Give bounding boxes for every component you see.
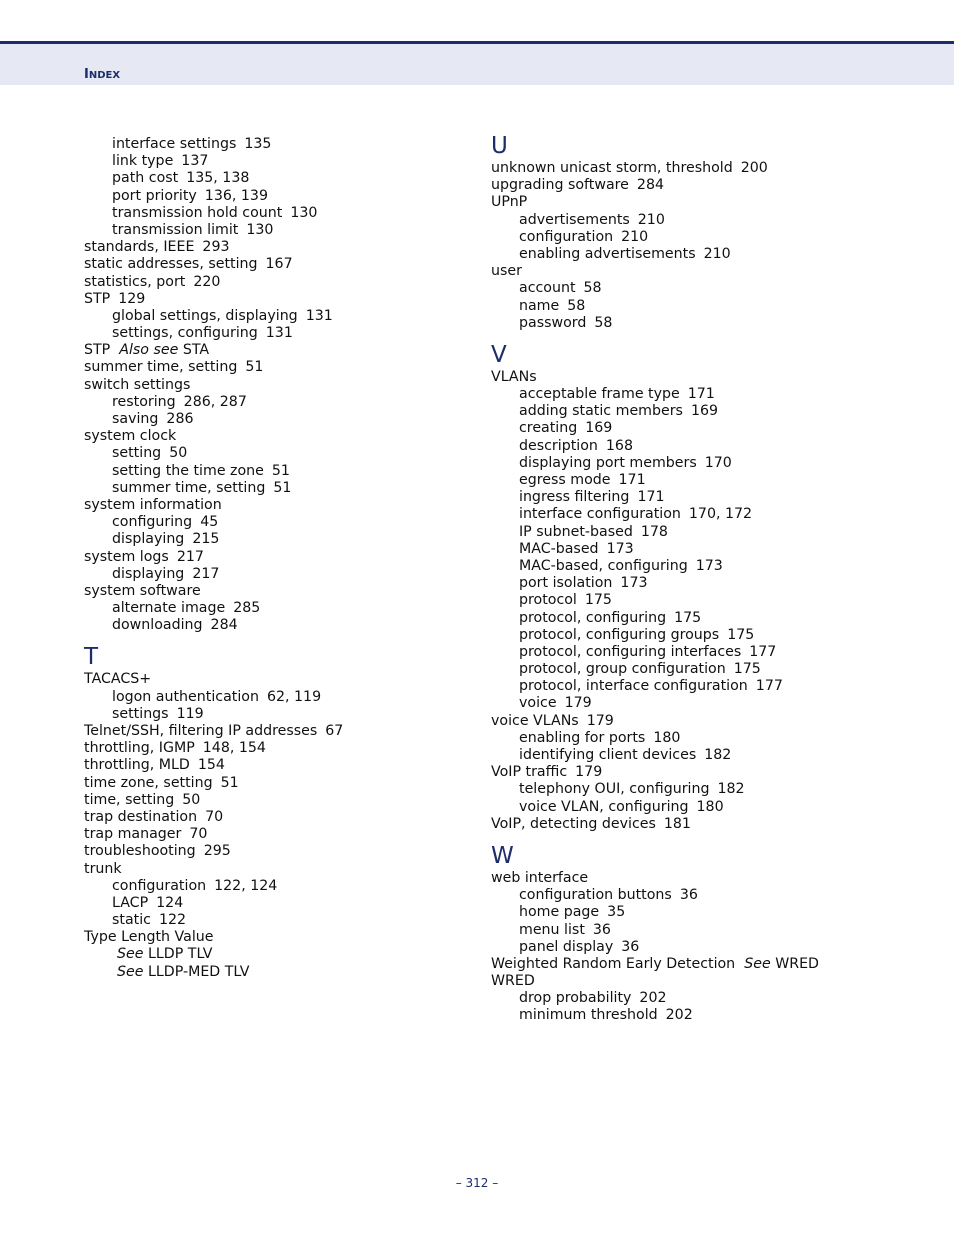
- page-reference: 210: [703, 245, 731, 262]
- index-term: LACP: [112, 894, 149, 911]
- see-also-target: LLDP TLV: [147, 946, 213, 963]
- index-term: setting: [112, 445, 162, 462]
- index-section-letter: T: [84, 644, 99, 671]
- page-reference: 122: [158, 912, 187, 929]
- page-reference: 51: [273, 479, 292, 496]
- index-subentry: [84, 514, 474, 531]
- page-reference: 217: [176, 548, 204, 565]
- page-reference: 286, 287: [183, 393, 247, 410]
- index-term: VoIP traffic: [491, 764, 568, 781]
- page-reference: 286: [166, 411, 194, 427]
- index-term: protocol, group configuration: [519, 661, 726, 678]
- index-entry: [84, 861, 474, 878]
- index-term: settings, configuring: [112, 325, 258, 342]
- index-term: path cost: [112, 170, 179, 187]
- index-term: restoring: [112, 393, 176, 410]
- index-subentry: [491, 403, 931, 420]
- index-term: acceptable frame type: [519, 386, 680, 403]
- page-reference: 51: [220, 774, 239, 791]
- index-term: voice VLANs: [491, 712, 579, 729]
- index-term: statistics, port: [84, 273, 186, 290]
- index-entry: [84, 359, 474, 376]
- index-term: protocol, configuring: [519, 609, 667, 626]
- page-reference: 210: [637, 211, 665, 228]
- index-subentry: [84, 912, 474, 929]
- index-subentry: [84, 600, 474, 617]
- index-entry: [491, 956, 931, 973]
- page-reference: 217: [192, 565, 220, 582]
- page-reference: 284: [210, 617, 238, 634]
- index-term: MAC-based, configuring: [519, 557, 688, 574]
- index-term: configuration: [519, 228, 614, 245]
- index-subentry: [84, 136, 474, 153]
- index-term: trap destination: [84, 808, 198, 825]
- index-term: password: [519, 314, 587, 331]
- index-term: Weighted Random Early Detection: [491, 955, 736, 972]
- index-term: transmission limit: [112, 221, 239, 238]
- index-subentry: [491, 887, 931, 904]
- page-reference: 210: [621, 228, 649, 245]
- page-reference: 175: [584, 592, 612, 609]
- index-term: displaying: [112, 531, 185, 548]
- page-reference: 122, 124: [214, 877, 278, 894]
- index-entry: [84, 377, 474, 394]
- index-subentry: [491, 558, 931, 575]
- index-subentry: [84, 895, 474, 912]
- index-subentry: [491, 661, 931, 678]
- page-reference: 36: [592, 921, 611, 938]
- index-term: setting the time zone: [112, 462, 264, 479]
- page-reference: 119: [176, 705, 204, 722]
- index-subentry: [491, 781, 931, 798]
- index-entry: [491, 160, 931, 177]
- page-reference: 168: [605, 437, 633, 454]
- index-term: summer time, setting: [84, 359, 238, 376]
- index-subentry: [84, 308, 474, 325]
- index-term: VLANs: [491, 368, 537, 385]
- index-subentry: [491, 212, 931, 229]
- page-reference: 179: [564, 695, 592, 712]
- index-term: enabling advertisements: [519, 245, 696, 262]
- page-reference: 154: [197, 757, 225, 774]
- page-reference: 285: [233, 600, 261, 617]
- index-subentry: [491, 627, 931, 644]
- page-reference: 58: [567, 297, 586, 314]
- index-subentry: [84, 617, 474, 634]
- index-term: protocol: [519, 592, 577, 609]
- page-reference: 131: [265, 325, 293, 342]
- index-term: configuring: [112, 514, 193, 531]
- index-term: switch settings: [84, 376, 191, 393]
- index-term: interface configuration: [519, 506, 681, 523]
- index-subentry: [491, 610, 931, 627]
- index-term: TACACS+: [84, 671, 152, 688]
- index-term: user: [491, 263, 522, 280]
- index-subentry: [84, 205, 474, 222]
- index-subentry: [84, 153, 474, 170]
- index-term: account: [519, 280, 576, 297]
- see-also-label: See: [117, 963, 144, 980]
- index-subentry: [84, 445, 474, 462]
- page-reference: 58: [583, 280, 602, 297]
- page-reference: 200: [740, 160, 768, 176]
- page-reference: 148, 154: [202, 740, 266, 757]
- index-entry: [491, 194, 931, 211]
- index-subentry: [491, 229, 931, 246]
- index-term: Telnet/SSH, filtering IP addresses: [84, 723, 318, 739]
- page-reference: 167: [265, 256, 293, 273]
- index-term: name: [519, 297, 560, 314]
- index-entry: [84, 549, 474, 566]
- index-term: throttling, MLD: [84, 757, 190, 774]
- see-also-label: See: [117, 946, 144, 963]
- index-term: port priority: [112, 187, 197, 204]
- page-reference: 179: [575, 764, 603, 781]
- page-reference: 181: [663, 815, 691, 832]
- page-reference: 177: [755, 678, 783, 695]
- page-reference: 170: [704, 454, 732, 471]
- index-entry: [84, 775, 474, 792]
- index-subentry: [84, 689, 474, 706]
- index-subentry: [491, 420, 931, 437]
- index-subentry: [84, 170, 474, 187]
- index-term: downloading: [112, 617, 203, 634]
- page-reference: 70: [189, 826, 208, 843]
- index-term: system clock: [84, 428, 177, 445]
- page-reference: 295: [203, 843, 231, 860]
- page-reference: 171: [618, 472, 646, 488]
- index-term: identifying client devices: [519, 747, 697, 763]
- index-term: unknown unicast storm, threshold: [491, 160, 733, 176]
- index-subentry: [491, 939, 931, 956]
- index-term: advertisements: [519, 211, 630, 228]
- page-reference: 175: [733, 661, 761, 678]
- index-subentry: [491, 747, 931, 764]
- index-term: adding static members: [519, 403, 683, 420]
- index-term: configuration buttons: [519, 887, 672, 904]
- page-reference: 36: [679, 887, 698, 904]
- page-reference: 58: [594, 314, 613, 331]
- index-term: system logs: [84, 548, 169, 565]
- index-term: link type: [112, 153, 174, 170]
- index-term: STP: [84, 290, 111, 307]
- index-subentry: [491, 506, 931, 523]
- index-term: creating: [519, 420, 578, 437]
- page-reference: 169: [585, 420, 613, 437]
- page-reference: 178: [640, 523, 668, 540]
- page-reference: 50: [182, 791, 201, 808]
- page-reference: 173: [620, 575, 648, 592]
- index-term: protocol, configuring groups: [519, 626, 720, 643]
- index-entry: [84, 809, 474, 826]
- index-term: static addresses, setting: [84, 256, 258, 273]
- index-entry: [84, 342, 474, 359]
- index-term: Type Length Value: [84, 929, 214, 946]
- index-term: protocol, interface configuration: [519, 678, 748, 695]
- page-reference: 131: [305, 307, 333, 324]
- index-subentry: [491, 298, 931, 315]
- index-term: throttling, IGMP: [84, 740, 195, 757]
- index-subentry: [84, 394, 474, 411]
- index-term: panel display: [519, 938, 614, 955]
- index-subentry: [491, 799, 931, 816]
- page-reference: 51: [245, 359, 264, 376]
- index-term: MAC-based: [519, 540, 599, 557]
- index-subentry: [491, 990, 931, 1007]
- index-entry: [84, 497, 474, 514]
- index-term: description: [519, 437, 598, 454]
- index-entry: [84, 291, 474, 308]
- index-term: upgrading software: [491, 177, 629, 194]
- running-header-title: INDEX: [84, 67, 121, 82]
- index-term: drop probability: [519, 990, 632, 1007]
- index-term: settings: [112, 705, 169, 722]
- index-term: system software: [84, 582, 201, 599]
- page-reference: 180: [696, 798, 724, 815]
- page-reference: 173: [695, 557, 723, 574]
- page-reference: 182: [704, 747, 732, 763]
- index-entry: [84, 239, 474, 256]
- index-subentry: [491, 541, 931, 558]
- page-reference: 135, 138: [186, 170, 250, 187]
- index-term: minimum threshold: [519, 1007, 658, 1024]
- index-entry: [491, 263, 931, 280]
- index-term: voice: [519, 695, 557, 712]
- page-reference: 220: [193, 273, 221, 290]
- index-subentry: [491, 455, 931, 472]
- index-term: static: [112, 912, 151, 929]
- section-gap: [491, 833, 931, 843]
- index-subentry: [491, 246, 931, 263]
- index-term: menu list: [519, 921, 585, 938]
- page-reference: 51: [271, 462, 290, 479]
- index-subentry: [84, 480, 474, 497]
- page-reference: 62, 119: [266, 688, 322, 705]
- page-reference: 45: [200, 514, 219, 531]
- index-term: global settings, displaying: [112, 307, 298, 324]
- index-term: WRED: [491, 973, 535, 990]
- index-entry: [491, 973, 931, 990]
- index-subentry: [84, 411, 474, 428]
- index-subentry: [491, 695, 931, 712]
- index-term: alternate image: [112, 600, 226, 617]
- see-also-target: WRED: [775, 955, 819, 972]
- section-gap: [84, 634, 474, 644]
- see-also-label: See: [744, 955, 771, 972]
- index-subentry: [491, 386, 931, 403]
- index-subentry: [491, 678, 931, 695]
- index-subentry: [491, 922, 931, 939]
- see-also-label: Also see: [119, 342, 179, 359]
- index-subentry: [491, 575, 931, 592]
- page-reference: 130: [246, 221, 274, 238]
- page-reference: 35: [607, 904, 626, 921]
- index-term: protocol, configuring interfaces: [519, 643, 742, 660]
- page-reference: 175: [727, 626, 755, 643]
- index-term: trap manager: [84, 826, 182, 843]
- index-subentry: [84, 531, 474, 548]
- index-subentry: [84, 463, 474, 480]
- index-entry: [84, 826, 474, 843]
- page-reference: 177: [749, 643, 777, 660]
- index-subentry: [84, 188, 474, 205]
- index-entry: [84, 757, 474, 774]
- index-entry: [491, 369, 931, 386]
- see-also-target: LLDP-MED TLV: [147, 963, 250, 980]
- index-entry: [84, 428, 474, 445]
- index-term: standards, IEEE: [84, 239, 195, 256]
- index-subentry: [84, 946, 474, 963]
- page-reference: 124: [156, 894, 184, 911]
- index-term: displaying port members: [519, 454, 697, 471]
- index-term: interface settings: [112, 136, 237, 152]
- index-entry: [491, 816, 931, 833]
- index-entry: [491, 177, 931, 194]
- index-term: STP: [84, 342, 111, 359]
- index-term: port isolation: [519, 575, 613, 592]
- index-term: logon authentication: [112, 688, 259, 705]
- page-reference: 169: [690, 403, 719, 420]
- see-also-target: STA: [182, 342, 210, 359]
- index-section-letter: V: [491, 341, 507, 368]
- index-subentry: [491, 438, 931, 455]
- page-reference: 179: [586, 712, 614, 729]
- index-subentry: [84, 222, 474, 239]
- index-column-left: [84, 136, 474, 981]
- page-reference: 171: [637, 489, 665, 506]
- index-entry: [84, 583, 474, 600]
- index-column-right: [491, 133, 931, 1025]
- page-reference: 173: [606, 540, 634, 557]
- index-subentry: [491, 524, 931, 541]
- index-term: home page: [519, 904, 600, 921]
- page-reference: 135: [244, 136, 272, 152]
- index-subentry: [84, 878, 474, 895]
- page-number: – 312 –: [455, 1176, 499, 1190]
- index-section-letter: W: [491, 842, 514, 869]
- index-section-letter: U: [491, 133, 508, 159]
- index-subentry: [84, 964, 474, 981]
- index-term: troubleshooting: [84, 843, 196, 860]
- page-reference: 171: [687, 386, 715, 403]
- index-term: time zone, setting: [84, 774, 213, 791]
- page-reference: 182: [717, 781, 745, 798]
- index-term: UPnP: [491, 194, 528, 211]
- page-reference: 130: [290, 204, 318, 221]
- page-reference: 202: [665, 1007, 693, 1024]
- index-entry: [84, 671, 474, 688]
- page-reference: 202: [639, 990, 667, 1007]
- index-entry: [84, 740, 474, 757]
- page-reference: 50: [169, 445, 188, 462]
- page-reference: 137: [181, 153, 209, 170]
- page-reference: 180: [653, 729, 681, 746]
- index-subentry: [84, 706, 474, 723]
- index-entry: [84, 843, 474, 860]
- index-term: saving: [112, 411, 159, 427]
- index-entry: [491, 764, 931, 781]
- page-reference: 36: [621, 938, 640, 955]
- index-subentry: [491, 730, 931, 747]
- index-term: voice VLAN, configuring: [519, 798, 689, 815]
- index-term: egress mode: [519, 472, 611, 488]
- index-term: system information: [84, 496, 222, 513]
- index-subentry: [84, 325, 474, 342]
- index-term: trunk: [84, 860, 122, 877]
- index-term: web interface: [491, 869, 589, 886]
- index-term: enabling for ports: [519, 729, 646, 746]
- index-subentry: [491, 472, 931, 489]
- index-entry: [84, 723, 474, 740]
- page-reference: 70: [205, 808, 224, 825]
- index-subentry: [491, 592, 931, 609]
- page-reference: 129: [118, 290, 146, 307]
- index-entry: [491, 713, 931, 730]
- index-term: telephony OUI, configuring: [519, 781, 710, 798]
- index-subentry: [491, 315, 931, 332]
- index-entry: [491, 870, 931, 887]
- index-term: ingress filtering: [519, 489, 630, 506]
- index-term: time, setting: [84, 791, 175, 808]
- index-subentry: [491, 644, 931, 661]
- index-entry: [84, 929, 474, 946]
- index-term: summer time, setting: [112, 479, 266, 496]
- index-entry: [84, 792, 474, 809]
- index-subentry: [84, 566, 474, 583]
- page-reference: 136, 139: [204, 187, 268, 204]
- index-subentry: [491, 904, 931, 921]
- page-reference: 215: [192, 531, 220, 548]
- index-term: IP subnet-based: [519, 523, 633, 540]
- index-subentry: [491, 489, 931, 506]
- page-reference: 170, 172: [688, 506, 753, 523]
- index-subentry: [491, 280, 931, 297]
- section-gap: [491, 332, 931, 342]
- index-term: transmission hold count: [112, 204, 283, 221]
- index-term: displaying: [112, 565, 185, 582]
- index-entry: [84, 274, 474, 291]
- header-band: [0, 44, 954, 85]
- page-reference: 67: [325, 723, 344, 739]
- index-term: configuration: [112, 877, 207, 894]
- index-term: VoIP, detecting devices: [491, 815, 656, 832]
- page-reference: 175: [674, 609, 702, 626]
- page-reference: 293: [202, 239, 230, 256]
- index-subentry: [491, 1007, 931, 1024]
- index-entry: [84, 256, 474, 273]
- page-reference: 284: [636, 177, 665, 194]
